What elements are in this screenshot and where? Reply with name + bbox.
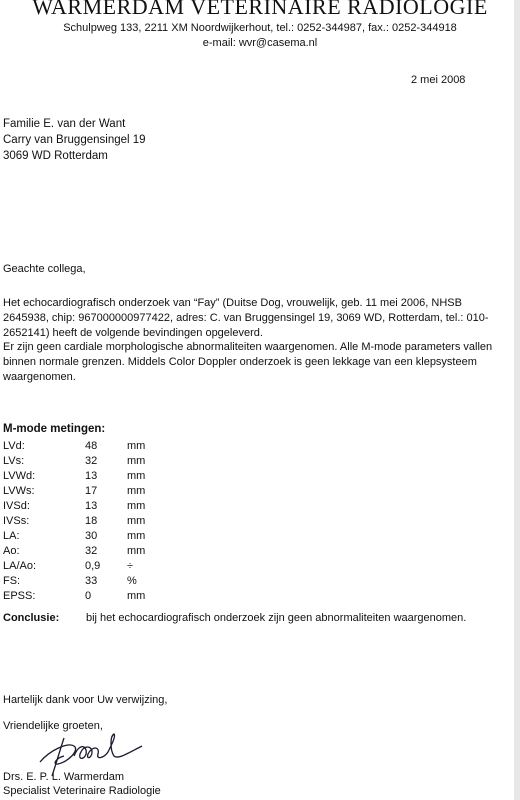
mmode-value: 30 [85,530,98,542]
signatory-name: Drs. E. P. L. Warmerdam [3,771,125,783]
salutation: Geachte collega, [3,263,86,275]
mmode-value: 48 [85,440,98,452]
recipient-name: Familie E. van der Want [3,118,126,130]
paragraph-line: Er zijn geen cardiale morphologische abnormaliteiten waargenomen. Alle M-mode parameters vallen [3,341,493,353]
mmode-label: EPSS: [3,590,36,602]
mmode-unit: mm [127,515,146,527]
paragraph-line: waargenomen. [3,371,76,383]
mmode-label: IVSd: [3,500,30,512]
page-edge-shadow [514,0,520,800]
mmode-label: LVWd: [3,470,36,482]
mmode-unit: mm [127,590,146,602]
mmode-unit: mm [127,470,146,482]
mmode-value: 13 [85,500,98,512]
mmode-unit: mm [127,500,146,512]
recipient-street: Carry van Bruggensingel 19 [3,134,146,146]
letter-date: 2 mei 2008 [411,74,466,86]
mmode-label: LVd: [3,440,25,452]
mmode-value: 18 [85,515,98,527]
mmode-value: 17 [85,485,98,497]
paragraph-line: binnen normale grenzen. Middels Color Doppler onderzoek is geen lekkage van een klepsysteem [3,356,477,368]
mmode-value: 0 [85,590,92,602]
mmode-value: 0,9 [85,560,101,572]
mmode-unit: % [127,575,137,587]
mmode-heading: M-mode metingen: [3,423,106,435]
letterhead-name: WARMERDAM VETERINAIRE RADIOLOGIE [32,0,488,19]
mmode-label: IVSs: [3,515,30,527]
conclusion-text: bij het echocardiografisch onderzoek zijn geen abnormaliteiten waargenomen. [86,612,467,624]
mmode-label: LA/Ao: [3,560,37,572]
letterhead-email: e-mail: wvr@casema.nl [202,37,318,49]
mmode-label: FS: [3,575,21,587]
recipient-city: 3069 WD Rotterdam [3,150,108,162]
mmode-unit: mm [127,440,146,452]
mmode-label: LVWs: [3,485,35,497]
mmode-value: 32 [85,545,98,557]
mmode-unit: mm [127,455,146,467]
mmode-label: Ao: [3,545,20,557]
letterhead-address: Schulpweg 133, 2211 XM Noordwijkerhout, tel.: 0252-344987, fax.: 0252-344918 [63,22,457,34]
mmode-unit: mm [127,530,146,542]
mmode-value: 32 [85,455,98,467]
mmode-label: LVs: [3,455,25,467]
paragraph-line: 2652141) heeft de volgende bevindingen opgeleverd. [3,327,263,339]
signatory-title: Specialist Veterinaire Radiologie [3,785,161,797]
paragraph-line: Het echocardiografisch onderzoek van “Fay” (Duitse Dog, vrouwelijk, geb. 11 mei 2006, NHSB [3,297,462,309]
mmode-unit: ÷ [127,560,134,572]
conclusion-label: Conclusie: [3,612,60,624]
closing-thanks: Hartelijk dank voor Uw verwijzing, [3,694,168,706]
paragraph-line: 2645938, chip: 967000000977422, adres: C. van Bruggensingel 19, 3069 WD, Rotterdam, tel.: 010- [3,312,489,324]
mmode-label: LA: [3,530,20,542]
mmode-unit: mm [127,545,146,557]
mmode-value: 33 [85,575,98,587]
mmode-unit: mm [127,485,146,497]
closing-greeting: Vriendelijke groeten, [3,720,103,732]
mmode-value: 13 [85,470,98,482]
